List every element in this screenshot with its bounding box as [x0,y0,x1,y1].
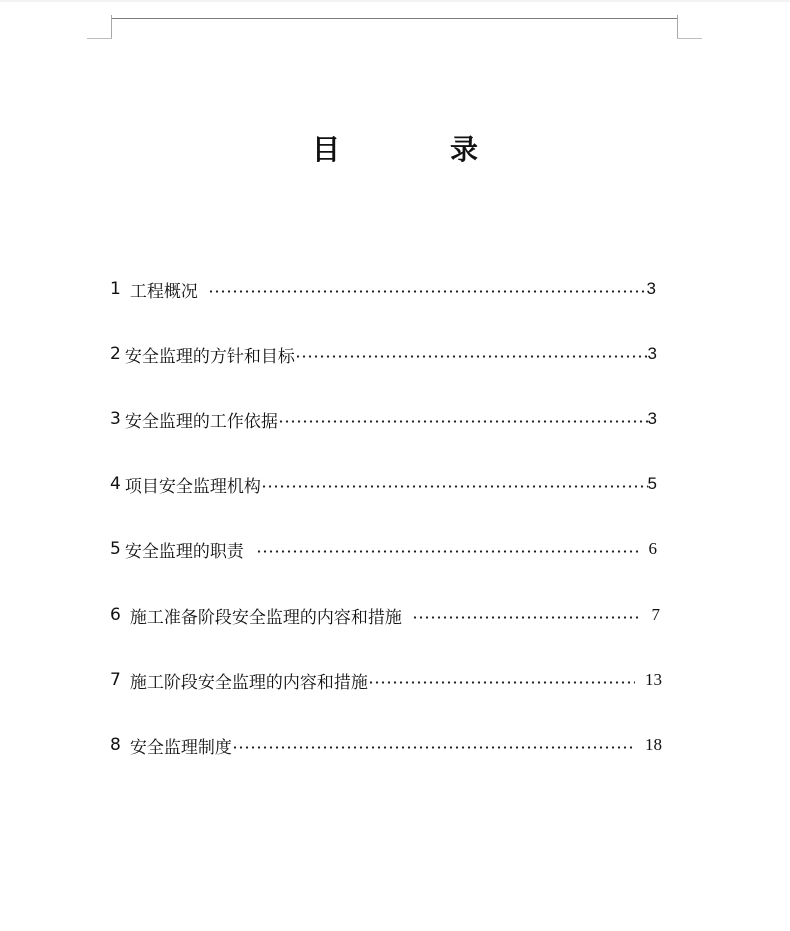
toc-entry-number: 5 [110,539,121,559]
header-margin-line [111,18,678,19]
toc-entry-page: 6 [648,539,657,558]
crop-mark-top-right-horizontal [677,38,702,39]
toc-entry-label: 安全监理的方针和目标 [124,346,295,367]
crop-mark-top-right-vertical [677,15,678,39]
dot-leader [232,746,635,749]
toc-entry-number: 2 [110,344,121,364]
toc-entry-number: 7 [110,670,121,690]
toc-entry-page: 3 [646,279,656,298]
toc-entry-7[interactable] [110,667,662,693]
toc-entry-page: 13 [645,670,662,689]
toc-entry-label: 工程概况 [129,281,198,302]
dot-leader [208,290,647,293]
toc-entry-label: 安全监理的工作依据 [124,411,278,432]
dot-leader [368,681,635,684]
toc-entry-page: 18 [645,735,662,754]
toc-entry-page: 7 [651,605,660,624]
toc-entry-label: 施工准备阶段安全监理的内容和措施 [129,607,402,628]
toc-entry-4[interactable] [110,471,657,497]
toc-entry-label: 安全监理的职责 [124,541,244,562]
toc-entry-number: 6 [110,605,121,625]
dot-leader [295,355,648,358]
title-char-1: 目 [311,133,340,166]
toc-entry-number: 4 [110,474,121,494]
toc-entry-2[interactable] [110,341,657,367]
dot-leader [278,420,648,423]
title-char-2: 录 [450,133,479,166]
toc-entry-page: 5 [647,474,657,493]
toc-entry-6[interactable] [110,602,660,628]
toc-entry-1[interactable] [110,276,656,302]
page-top-edge [0,0,790,2]
toc-entry-number: 1 [110,279,121,299]
crop-mark-top-left-vertical [111,15,112,39]
dot-leader [256,550,639,553]
toc-entry-8[interactable] [110,732,662,758]
crop-mark-top-left-horizontal [87,38,112,39]
toc-entry-label: 施工阶段安全监理的内容和措施 [129,672,368,693]
toc-entry-label: 安全监理制度 [129,737,232,758]
toc-entry-page: 3 [647,409,657,428]
toc-entry-page: 3 [647,344,657,363]
dot-leader [261,485,648,488]
page-title [0,128,790,168]
toc-entry-5[interactable] [110,536,657,562]
toc-entry-number: 8 [110,735,121,755]
toc-entry-number: 3 [110,409,121,429]
toc-entry-label: 项目安全监理机构 [124,476,261,497]
dot-leader [412,616,640,619]
toc-entry-3[interactable] [110,406,657,432]
